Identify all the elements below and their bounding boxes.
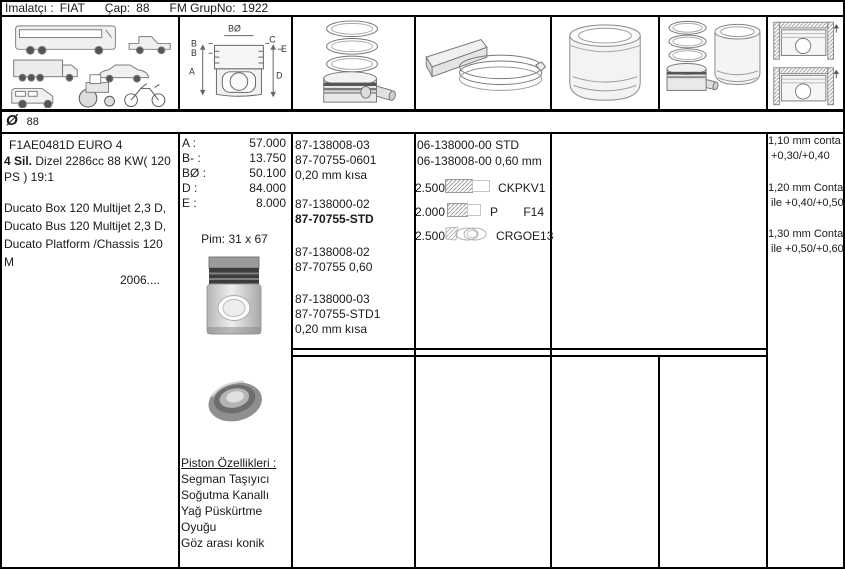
model-line: Ducato Bus 120 Multijet 2,3 D, [4,219,167,233]
piston-part-group [295,197,411,227]
piston-liner-kit-icon [661,18,764,111]
dim-value: 8.000 [255,196,286,210]
cylinder-liner-icon [554,18,656,111]
part-number: 87-70755-0601 [295,153,377,167]
ring-spec-row [415,180,548,195]
grid-line [658,15,660,112]
part-number: 87-138008-02 [295,245,370,259]
ring-code: F14 [523,204,544,219]
header-bar [5,2,268,14]
ring-size: 2.500 [415,228,446,243]
grid-line [658,355,660,567]
grid-line [291,355,766,357]
dim-label-d: D [276,70,283,81]
grid-line [550,15,552,112]
dim-value: 50.100 [249,166,286,180]
dim-label-b1: B [190,38,197,49]
feature-item: Soğutma Kanallı [181,488,270,502]
ring-set-part: 06-138000-00 STD [417,138,520,152]
dim-label-b-dia: BØ [228,23,241,34]
fm-group-label: FM GrupNo: [169,1,236,15]
manufacturer-label: İmalatçı : [5,1,54,15]
ring-type: CR [496,228,514,243]
grid-line [291,15,293,112]
ring-size: 2.000 [415,204,446,219]
gasket-range: +0,30/+0,40 [771,150,830,162]
taper-ring-profile-icon [447,203,483,220]
engine-spec: Dizel 2286cc 88 KW( 120 [35,154,171,168]
cylinder-count: 4 Sil. [4,154,33,168]
part-number: 87-138000-03 [295,292,370,306]
piston-with-rings-icon [296,18,412,111]
piston-part-group [295,245,411,275]
vehicle-applications-icon [2,18,176,111]
grid-line [414,15,416,112]
dim-label: A : [182,136,197,150]
gasket-range: ile +0,40/+0,50 [771,197,844,209]
dim-label-e: E [280,44,287,55]
grid-line [0,15,845,17]
ring-set-part: 06-138008-00 0,60 mm [417,154,542,168]
part-number: 87-70755-STD1 [295,307,381,321]
part-number: 87-70755-STD [295,212,374,226]
engine-spec-line1 [4,153,176,169]
piston-part-group [295,292,411,337]
grid-line [550,132,552,567]
grid-line [414,132,416,567]
ring-set-package-icon [418,18,548,111]
features-title: Piston Özellikleri : [181,456,277,470]
part-number: 87-138000-02 [295,197,370,211]
grid-line [291,348,766,350]
model-year: 2006.... [119,273,160,287]
compression-ring-profile-icon [445,179,491,196]
engine-application-cell [4,137,176,289]
feature-item: Yağ Püskürtme [181,504,263,518]
part-note: 0,20 mm kısa [295,168,368,182]
dimension-row [182,136,286,151]
ring-type: CKP [498,180,523,195]
piston-part-group [295,138,411,183]
part-note: 0,20 mm kısa [295,322,368,336]
piston-dimension-diagram [182,18,289,111]
bore-value: 88 [136,1,150,15]
dim-value: 84.000 [249,181,286,195]
piston-photo [202,249,266,346]
bore-size: 88 [26,116,39,128]
ring-type: P [490,204,499,219]
dim-label-a: A [189,66,195,77]
fm-group-value: 1922 [241,1,269,15]
diameter-symbol: Ø [6,112,18,129]
model-line: Ducato Box 120 Multijet 2,3 D, [4,201,167,215]
feature-item: Göz arası konik [181,536,265,550]
gasket-thickness: 1,30 mm Conta [768,228,844,240]
gasket-range: ile +0,50/+0,60 [771,243,844,255]
grid-line [0,132,845,134]
oil-ring-profile-icon [445,226,489,245]
gasket-note [768,181,844,211]
dim-label: D : [182,181,198,195]
ring-size: 2.500 [415,180,446,195]
grid-line [178,15,180,112]
ring-code: GOE13 [513,228,554,243]
piston-dimensions-cell [182,136,286,211]
gasket-thickness: 1,20 mm Conta [768,182,844,194]
feature-item: Segman Taşıyıcı [181,472,270,486]
part-number: 87-138008-03 [295,138,370,152]
feature-item: Oyuğu [181,520,217,534]
engine-code: F1AE0481D EURO 4 [9,138,123,152]
dimension-row [182,151,286,166]
grid-line [766,15,768,112]
piston-features-cell [181,455,289,551]
grid-line [178,132,180,567]
dimension-row [182,181,286,196]
dim-label: B- : [182,151,201,165]
grid-line [291,132,293,567]
dimension-row [182,166,286,181]
gasket-note [768,227,844,257]
ring-set-cell [417,137,548,169]
engine-spec-line2: PS ) 19:1 [4,170,55,184]
engine-cross-section-diagram [769,18,842,111]
gasket-note [768,134,844,164]
dim-value: 57.000 [249,136,286,150]
model-line: Ducato Platform /Chassis 120 M [4,237,163,269]
ring-pack-photo [204,362,266,443]
dim-label-c: C [269,34,276,45]
gasket-thickness: 1,10 mm conta [768,135,841,147]
part-number: 87-70755 0,60 [295,260,373,274]
dimension-row [182,196,286,211]
pin-size: Pim: 31 x 67 [201,232,268,246]
ring-spec-row [415,204,548,219]
dim-label: E : [182,196,197,210]
dim-label: BØ : [182,166,207,180]
dim-label-b2: B [190,48,197,59]
dim-value: 13.750 [249,151,286,165]
ring-code: KV1 [522,180,546,195]
bore-label: Çap: [104,1,131,15]
ring-spec-row [415,228,554,243]
bore-diameter-row [6,112,306,129]
manufacturer-value: FIAT [59,1,85,15]
